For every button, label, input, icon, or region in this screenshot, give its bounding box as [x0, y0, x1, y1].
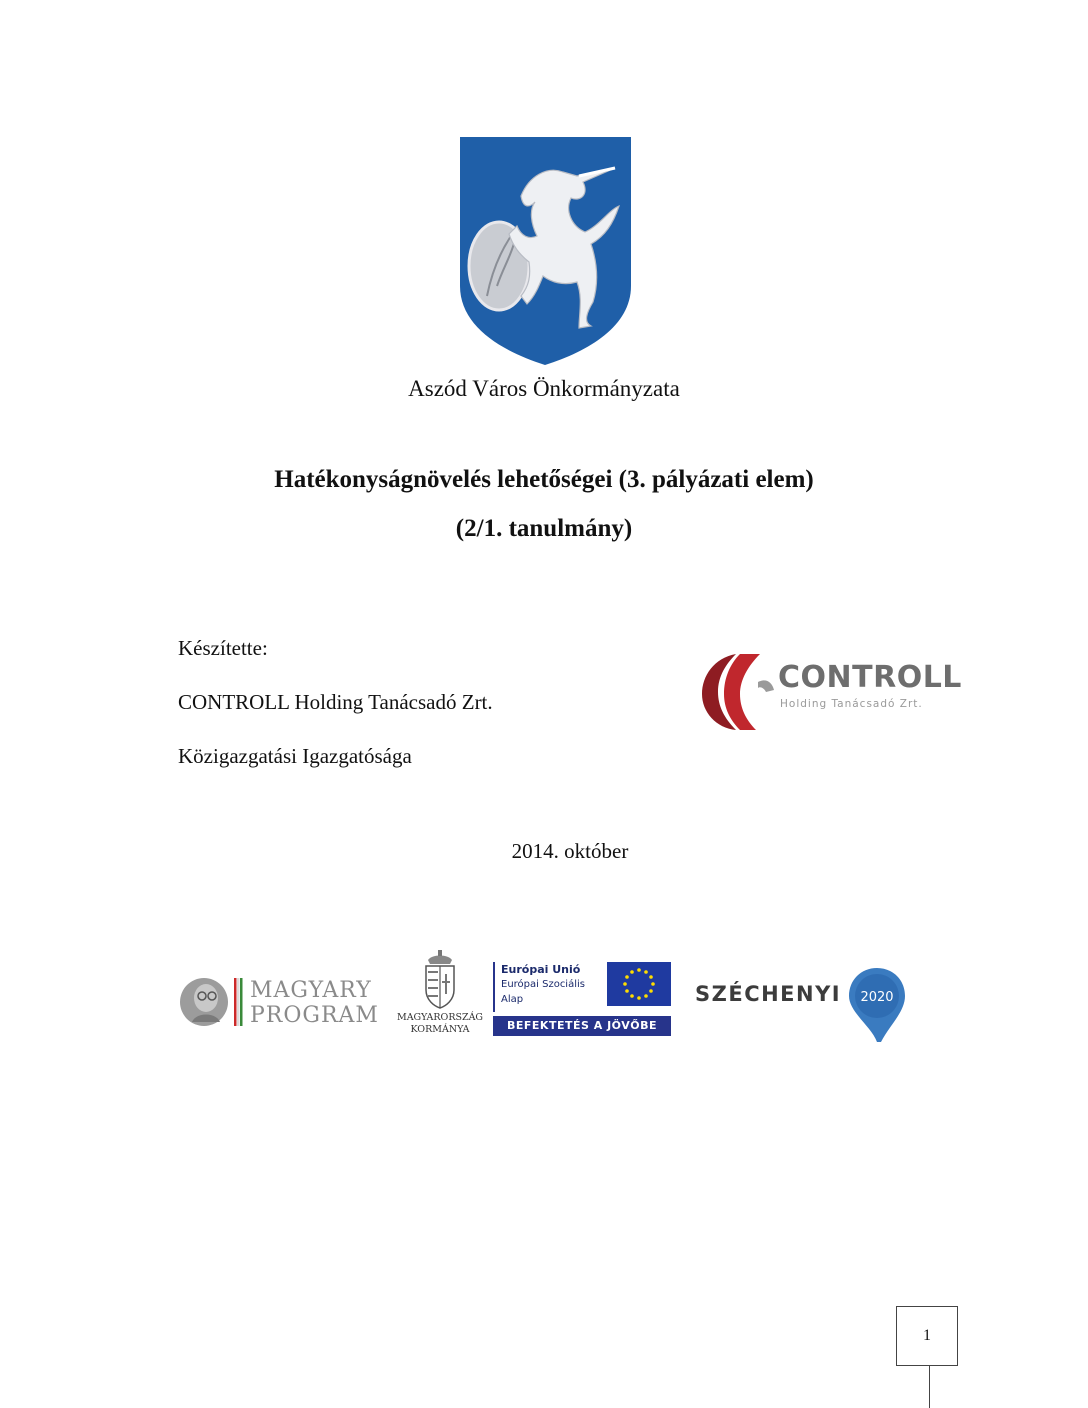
magyary-portrait-icon — [178, 972, 244, 1032]
page-number: 1 — [896, 1306, 958, 1366]
eu-flag-icon — [607, 962, 671, 1006]
controll-subtitle: Holding Tanácsadó Zrt. — [780, 698, 923, 710]
document-subtitle: (2/1. tanulmány) — [455, 515, 633, 542]
magyary-program-logo — [178, 972, 378, 1032]
eu-text-block — [501, 962, 585, 1007]
controll-logo — [700, 652, 962, 732]
prepared-by-company: CONTROLL Holding Tanácsadó Zrt. — [178, 690, 493, 714]
controll-mark-icon — [700, 652, 776, 732]
controll-wordmark: CONTROLL — [778, 660, 962, 695]
magyary-wordmark — [250, 978, 379, 1028]
szechenyi-year: 2020 — [860, 990, 894, 1005]
page-number-connector — [929, 1366, 930, 1408]
eu-slogan-band: BEFEKTETÉS A JÖVŐBE — [493, 1016, 671, 1036]
organization-name: Aszód Város Önkormányzata — [408, 376, 680, 401]
eu-line-1: Európai Unió — [501, 963, 581, 976]
prepared-by-department: Közigazgatási Igazgatósága — [178, 744, 412, 768]
szechenyi-2020-logo — [695, 966, 915, 1046]
prepared-by-label: Készítette: — [178, 636, 268, 660]
eu-line-2: Európai Szociális — [501, 979, 585, 990]
magyary-line-2: PROGRAM — [250, 1003, 379, 1028]
magyary-line-1: MAGYARY — [250, 978, 372, 1003]
eu-divider — [493, 962, 495, 1012]
government-wordmark — [390, 1012, 490, 1036]
location-pin-icon — [845, 966, 909, 1046]
aszod-coat-of-arms — [459, 136, 632, 366]
hungarian-government-logo — [390, 950, 490, 1040]
document-date: 2014. október — [511, 839, 629, 863]
eu-line-3: Alap — [501, 994, 524, 1005]
gov-line-1: MAGYARORSZÁG — [396, 1012, 484, 1023]
gov-line-2: KORMÁNYA — [410, 1024, 470, 1035]
szechenyi-wordmark: SZÉCHENYI — [695, 982, 842, 1006]
document-title: Hatékonyságnövelés lehetőségei (3. pályázati elem) — [274, 466, 814, 493]
european-union-logo — [493, 960, 673, 1040]
hungarian-coat-of-arms-icon — [390, 950, 490, 1012]
